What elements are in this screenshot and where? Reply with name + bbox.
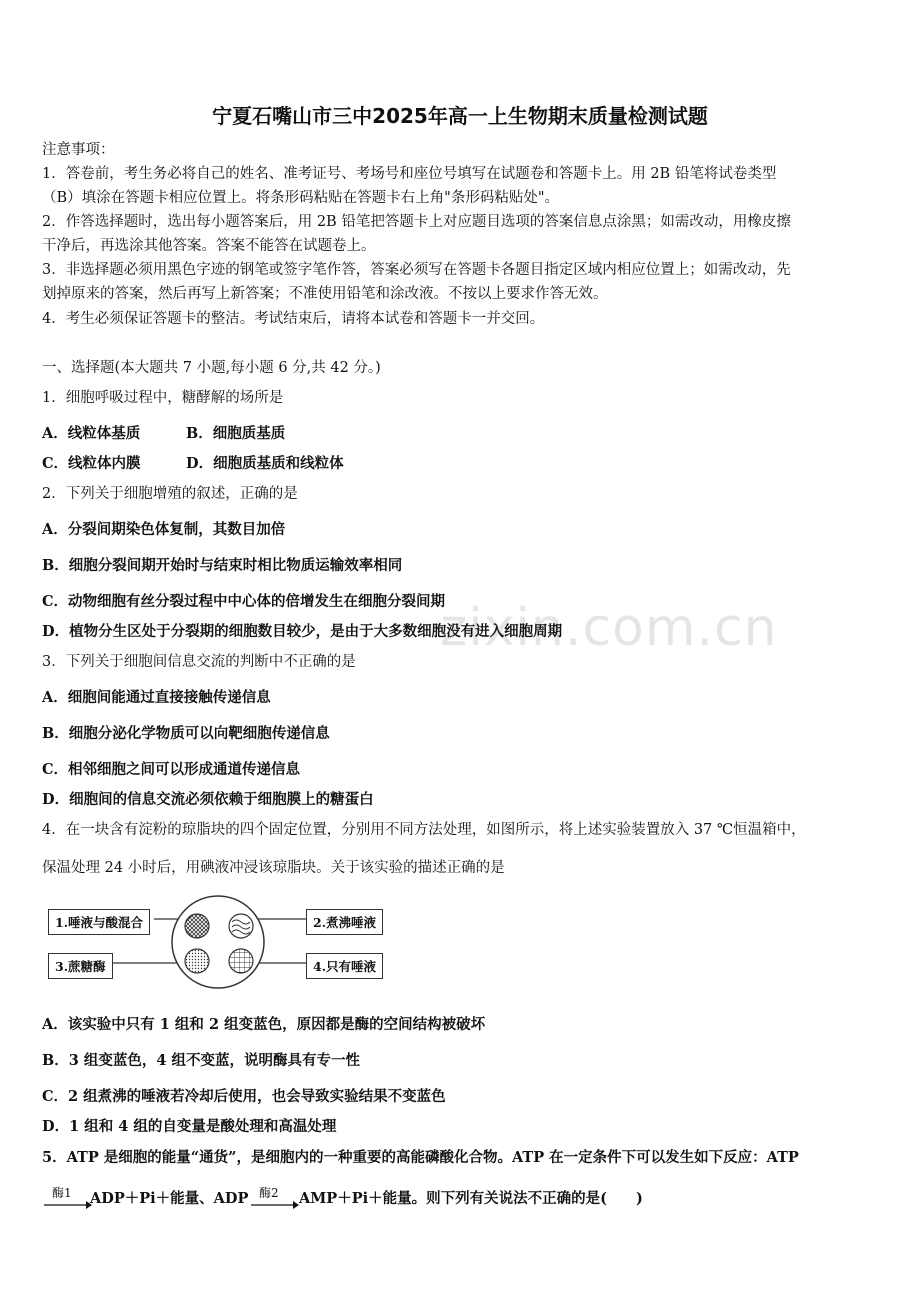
q2-option-a: A．分裂间期染色体复制，其数目加倍 (42, 521, 286, 538)
q3-option-d: D．细胞间的信息交流必须依赖于细胞膜上的糖蛋白 (42, 791, 374, 808)
q3-option-c: C．相邻细胞之间可以形成通道传递信息 (42, 761, 301, 778)
label-group-2: 2.煮沸唾液 (306, 909, 383, 935)
q1-stem: 1．细胞呼吸过程中，糖酵解的场所是 (42, 390, 284, 406)
label-group-4: 4.只有唾液 (306, 953, 383, 979)
notice-line: 2．作答选择题时，选出每小题答案后，用 2B 铅笔把答题卡上对应题目选项的答案信息点涂黑；如需改动，用橡皮擦 (42, 214, 791, 230)
q1-option-d: D．细胞质基质和线粒体 (186, 455, 344, 472)
reaction-equation (42, 1182, 802, 1218)
arrow-icon (251, 1199, 301, 1211)
q3-option-b: B．细胞分泌化学物质可以向靶细胞传递信息 (42, 725, 330, 742)
notice-line: 3．非选择题必须用黑色字迹的钢笔或签字笔作答，答案必须写在答题卡各题目指定区域内相应位置上；如需改动，先 (42, 262, 791, 278)
notice-line: 4．考生必须保证答题卡的整洁。考试结束后，请将本试卷和答题卡一并交回。 (42, 311, 545, 327)
q2-option-c: C．动物细胞有丝分裂过程中中心体的倍增发生在细胞分裂间期 (42, 593, 446, 610)
q4-option-b: B．3 组变蓝色，4 组不变蓝，说明酶具有专一性 (42, 1052, 361, 1069)
q4-option-d: D．1 组和 4 组的自变量是酸处理和高温处理 (42, 1118, 337, 1135)
q4-stem: 4．在一块含有淀粉的琼脂块的四个固定位置，分别用不同方法处理，如图所示，将上述实验装置放入 37 ℃恒温箱中， (42, 822, 806, 838)
q2-option-b: B．细胞分裂间期开始时与结束时相比物质运输效率相同 (42, 557, 403, 574)
enzyme1-label: 酶1 (52, 1186, 72, 1200)
notice-line: 干净后，再选涂其他答案。答案不能答在试题卷上。 (42, 238, 376, 254)
q4-stem-cont: 保温处理 24 小时后，用碘液冲浸该琼脂块。关于该实验的描述正确的是 (42, 860, 505, 876)
q4-option-c: C．2 组煮沸的唾液若冷却后使用，也会导致实验结果不变蓝色 (42, 1088, 446, 1105)
q3-option-a: A．细胞间能通过直接接触传递信息 (42, 689, 271, 706)
q2-option-d: D．植物分生区处于分裂期的细胞数目较少，是由于大多数细胞没有进入细胞周期 (42, 623, 563, 640)
label-group-1: 1.唾液与酸混合 (48, 909, 150, 935)
enzyme2-label: 酶2 (259, 1186, 279, 1200)
reaction-part2: AMP＋Pi＋能量。则下列有关说法不正确的是( ) (299, 1190, 643, 1207)
q2-stem: 2．下列关于细胞增殖的叙述，正确的是 (42, 486, 298, 502)
q1-option-c: C．线粒体内膜 (42, 455, 141, 472)
q1-option-b: B．细胞质基质 (186, 425, 286, 442)
page-title: 宁夏石嘴山市三中2025年高一上生物期末质量检测试题 (212, 104, 708, 128)
notice-line: 1．答卷前，考生务必将自己的姓名、准考证号、考场号和座位号填写在试题卷和答题卡上。用 2B 铅笔将试卷类型 (42, 166, 777, 182)
notice-heading: 注意事项： (42, 142, 115, 158)
notice-line: （B）填涂在答题卡相应位置上。将条形码粘贴在答题卡右上角"条形码粘贴处"。 (42, 190, 559, 206)
q3-stem: 3．下列关于细胞间信息交流的判断中不正确的是 (42, 654, 356, 670)
notice-line: 划掉原来的答案，然后再写上新答案；不准使用铅笔和涂改液。不按以上要求作答无效。 (42, 286, 608, 302)
section-heading: 一、选择题(本大题共 7 小题,每小题 6 分,共 42 分。) (42, 360, 381, 376)
watermark: zixin.com.cn (440, 598, 778, 658)
q4-option-a: A．该实验中只有 1 组和 2 组变蓝色，原因都是酶的空间结构被破坏 (42, 1016, 486, 1033)
q1-option-a: A．线粒体基质 (42, 425, 141, 442)
agar-diagram (44, 892, 389, 992)
label-group-3: 3.蔗糖酶 (48, 953, 113, 979)
arrow-icon (44, 1199, 94, 1211)
reaction-part1: ADP＋Pi＋能量、ADP (90, 1190, 249, 1207)
q5-stem: 5．ATP 是细胞的能量“通货”，是细胞内的一种重要的高能磷酸化合物。ATP 在一定条件下可以发生如下反应：ATP (42, 1149, 799, 1166)
